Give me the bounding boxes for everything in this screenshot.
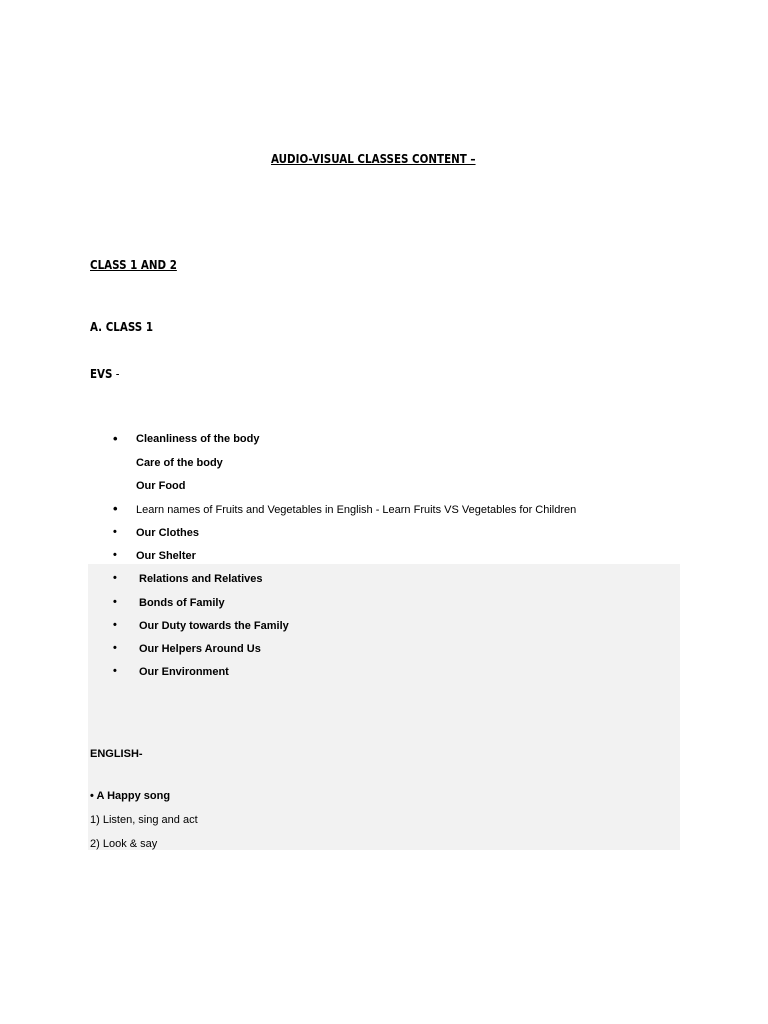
english-line: 2) Look & say [90,838,158,850]
list-bullet: • [113,665,117,677]
list-bullet: • [113,501,118,516]
english-line: • A Happy song [90,790,171,802]
list-item: Our Food [136,480,186,492]
list-bullet: • [113,619,117,631]
class-heading: A. CLASS 1 [90,320,154,334]
list-item: Relations and Relatives [139,573,263,585]
list-bullet: • [113,642,117,654]
evs-label: EVS [90,367,113,381]
list-item: Our Duty towards the Family [139,620,289,632]
evs-suffix: - [112,367,120,381]
list-bullet: • [113,572,117,584]
list-bullet: • [113,431,118,446]
list-item: Our Clothes [136,527,199,539]
document-title: AUDIO-VISUAL CLASSES CONTENT – [271,152,476,166]
section-title: CLASS 1 AND 2 [90,258,177,272]
list-bullet: • [113,596,117,608]
list-bullet: • [113,526,117,538]
list-item: Care of the body [136,457,223,469]
list-item: Our Environment [139,666,229,678]
english-line: 1) Listen, sing and act [90,814,198,826]
list-item: Our Shelter [136,550,196,562]
evs-heading [90,368,119,380]
list-item: Our Helpers Around Us [139,643,261,655]
list-bullet: • [113,549,117,561]
english-heading: ENGLISH- [90,748,143,760]
list-item: Bonds of Family [139,597,225,609]
list-item: Learn names of Fruits and Vegetables in English - Learn Fruits VS Vegetables for Children [136,504,577,516]
list-item: Cleanliness of the body [136,433,260,445]
